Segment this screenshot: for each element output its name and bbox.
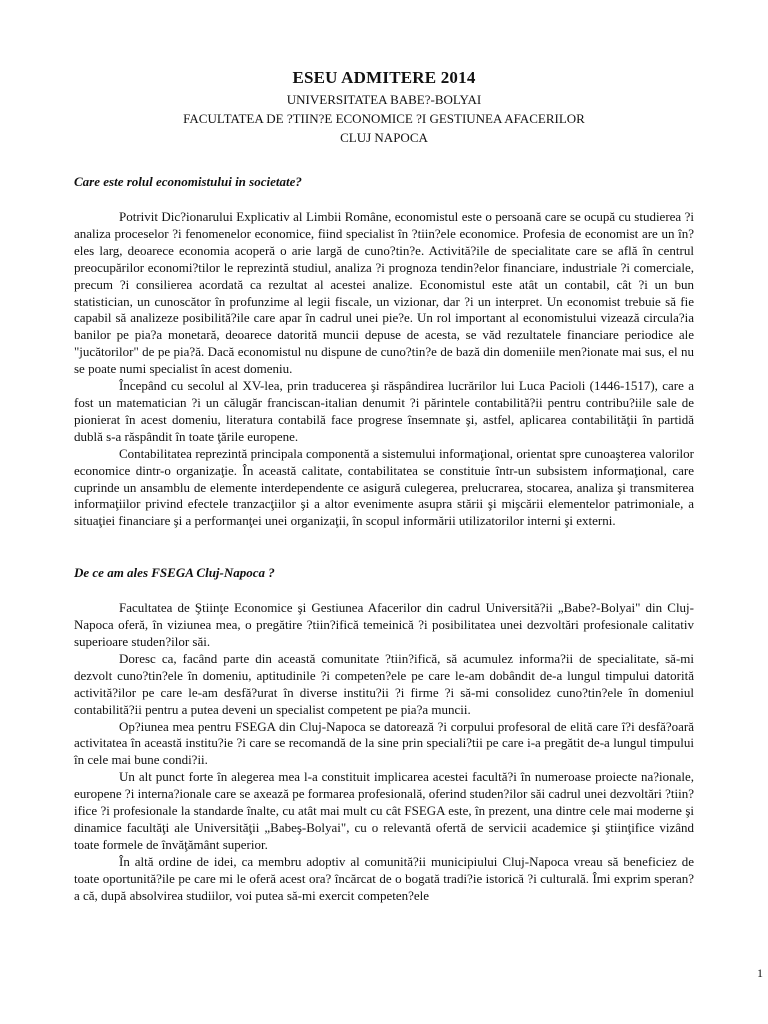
paragraph: Contabilitatea reprezintă principala componentă a sistemului informaţional, orientat spre cunoaşterea valorilor economice dintr-o organizaţie. În această calitate, contabilitatea se constituie într-un subsistem informaţional, care cuprinde un ansamblu de elemente interdependente ce asigură culegerea, prelucrarea, stocarea, analiza şi transmiterea informaţiilor privind efectele tranzacţiilor şi a altor evenimente asupra stării şi mişcării elementelor patrimoniale, a situaţiei financiare şi a performanţei unei organizaţii, în scopul informării utilizatorilor interni şi externi.	[74, 445, 694, 529]
document-title: ESEU ADMITERE 2014	[292, 68, 476, 87]
university-name: UNIVERSITATEA BABE?-BOLYAI	[286, 92, 482, 107]
paragraph: Op?iunea mea pentru FSEGA din Cluj-Napoca se datorează ?i corpului profesoral de elită care î?i desfă?oară activitatea în această institu?ie ?i care se recomandă de la sine prin speciali?tii pe care i-a pregătit de-a lungul timpului în cele mai bune condi?ii.	[74, 718, 694, 768]
section-heading-why-fsega: De ce am ales FSEGA Cluj-Napoca ?	[74, 565, 275, 581]
paragraph: Doresc ca, facând parte din această comunitate ?tiin?ifică, să acumulez informa?ii de specialitate, să-mi dezvolt cuno?tin?ele în domeniu, aptitudinile ?i competen?ele pe care le-am dobândit de-a lungul timpului datorită activită?ilor pe care le-am desfă?urat în diverse institu?ii ?i firme ?i să-mi consolidez cuno?tin?ele în domeniul contabilită?ii pentru a putea deveni un specialist competent pe pia?a muncii.	[74, 650, 694, 717]
paragraph: Începând cu secolul al XV-lea, prin traducerea şi răspândirea lucrărilor lui Luca Pacioli (1446-1517), care a fost un matematician ?i un călugăr franciscan-italian denumit ?i părintele contabilită?ii pentru contribu?iile sale de pionierat în acest domeniu, literatura contabilă face progrese însemnate şi, astfel, aplicarea contabilităţii în partidă dublă s-a răspândit în toate ţările europene.	[74, 378, 694, 444]
paragraph: Un alt punct forte în alegerea mea l-a constituit implicarea acestei facultă?i în numeroase proiecte na?ionale, europene ?i interna?ionale care se axează pe formarea profesională, oferind studen?ilor săi cadrul unei dezvoltări ?tiin?ifice ?i profesionale la standarde înalte, cu atât mai mult cu cât FSEGA este, în prezent, una dintre cele mai moderne şi dinamice facultăţi ale Universităţii „Babeş-Bolyai", cu o relevantă ofertă de servicii academice şi ştiinţifice vizând toate formele de învăţământ superior.	[74, 769, 694, 852]
faculty-name: FACULTATEA DE ?TIIN?E ECONOMICE ?I GESTIUNEA AFACERILOR	[183, 111, 585, 126]
section-heading-economist-role: Care este rolul economistului in societate?	[74, 174, 302, 189]
paragraph: Facultatea de Ştiinţe Economice şi Gestiunea Afacerilor din cadrul Universită?ii „Babe?-Bolyai" din Cluj-Napoca oferă, în viziunea mea, o pregătire ?tiin?ifică temeinică ?i posibilitatea unei dezvoltări profesionale calitativ superioare studen?ilor săi.	[74, 600, 694, 650]
paragraph: În altă ordine de idei, ca membru adoptiv al comunită?ii municipiului Cluj-Napoca vreau să beneficiez de toate oportunită?ile pe care mi le oferă acest ora? încărcat de o bogată tradi?ie istorică ?i culturală. Îmi exprim speran?a că, după absolvirea studiilor, voi putea să-mi exercit competen?ele	[74, 853, 694, 903]
page-number: 1	[757, 966, 763, 980]
document-page	[74, 68, 694, 905]
paragraph: Potrivit Dic?ionarului Explicativ al Limbii Române, economistul este o persoană care se ocupă cu studierea ?i analiza proceselor ?i fenomenelor economice, fiind specialist în ?tiin?ele economice. Profesia de economist are un în?eles larg, deoarece economia acoperă o arie largă de cuno?tin?e. Activită?ile de specialitate care se află în centrul preocupărilor economi?tilor le reprezintă studiul, analiza ?i prognoza tendin?elor financiare, industriale ?i comerciale, precum ?i consilierea acordată ca rezultat al acestei analize. Economistul este atât un contabil, cât ?i un bun statistician, un cunoscător în profunzime al legii fiscale, un vizionar, dar ?i un interpret. Un economist trebuie să fie capabil să analizeze posibilită?ile care apar în cadrul unei pie?e. Un rol important al economistului vizează circula?ia banilor pe pia?a monetară, deoarece datorită muncii depuse de acesta, se văd rezultatele financiare periodice ale "jucătorilor" de pe pia?ă. Dacă economistul nu dispune de cuno?tin?e de bază din domeniile men?ionate mai sus, el nu se poate numi specialist în acest domeniu.	[74, 209, 694, 377]
city-name: CLUJ NAPOCA	[340, 130, 428, 145]
